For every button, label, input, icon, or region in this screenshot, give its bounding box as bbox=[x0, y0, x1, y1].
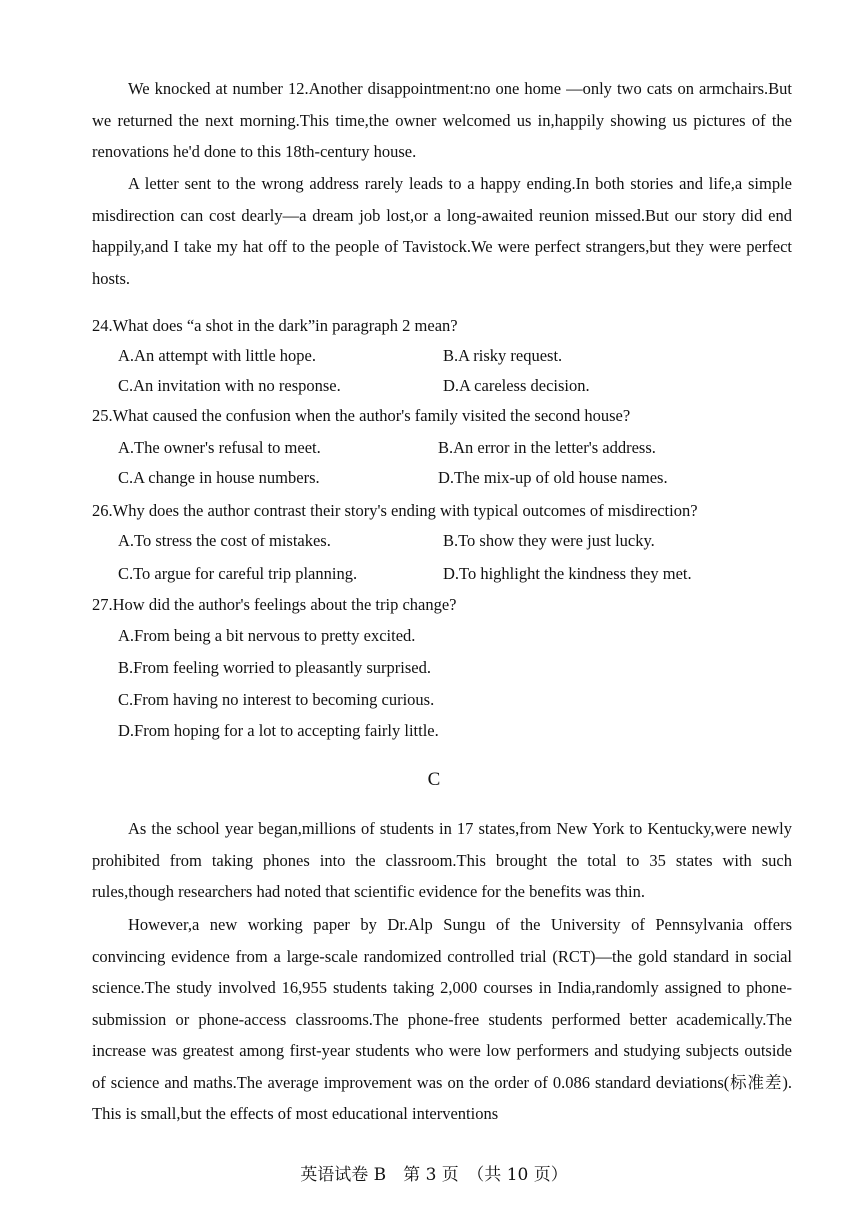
question-25-stem: 25.What caused the confusion when the author's family visited the second house? bbox=[92, 406, 631, 425]
question-26-option-c: C.To argue for careful trip planning. bbox=[118, 564, 358, 583]
section-c-paragraph-2: However,a new working paper by Dr.Alp Sungu of the University of Pennsylvania offers convincing evidence from a large-scale randomized controlled trial (RCT)—the gold standard in social science.The study involved 16,955 students taking 2,000 courses in India,randomly assigned to phone-submission or phone-access classrooms.The phone-free students performed better academically.The increase was greatest among first-year students who were low performers and studying subjects outside of science and maths.The average improvement was on the order of 0.086 standard deviations(标准差). This is small,but the effects of most educational interventions bbox=[92, 915, 792, 1123]
question-25-option-c: C.A change in house numbers. bbox=[118, 468, 320, 487]
question-27-option-c: C.From having no interest to becoming curious. bbox=[118, 690, 435, 709]
question-25-option-b: B.An error in the letter's address. bbox=[438, 438, 656, 457]
question-25-option-d: D.The mix-up of old house names. bbox=[438, 468, 668, 487]
question-27-option-b: B.From feeling worried to pleasantly surprised. bbox=[118, 658, 431, 677]
question-24-option-d: D.A careless decision. bbox=[443, 376, 590, 395]
question-27-stem: 27.How did the author's feelings about the trip change? bbox=[92, 595, 457, 614]
section-c-paragraph-1: As the school year began,millions of students in 17 states,from New York to Kentucky,were newly prohibited from taking phones into the classroom.This brought the total to 35 states with such rules,though researchers had noted that scientific evidence for the benefits was thin. bbox=[92, 819, 792, 901]
question-24-option-c: C.An invitation with no response. bbox=[118, 376, 341, 395]
passage-b-paragraph-1: We knocked at number 12.Another disappointment:no one home —only two cats on armchairs.But we returned the next morning.This time,the owner welcomed us in,happily showing us pictures of the renovations he'd done to this 18th-century house. bbox=[92, 79, 792, 161]
question-26-option-d: D.To highlight the kindness they met. bbox=[443, 564, 692, 583]
question-24-option-a: A.An attempt with little hope. bbox=[118, 346, 316, 365]
question-24-stem: 24.What does “a shot in the dark”in paragraph 2 mean? bbox=[92, 316, 458, 335]
question-26-option-a: A.To stress the cost of mistakes. bbox=[118, 531, 331, 550]
section-c-heading: C bbox=[427, 769, 441, 790]
page-footer: 英语试卷 B 第 3 页 （共 10 页） bbox=[300, 1165, 568, 1185]
question-25-option-a: A.The owner's refusal to meet. bbox=[118, 438, 321, 457]
passage-b-paragraph-2: A letter sent to the wrong address rarely leads to a happy ending.In both stories and life,a simple misdirection can cost dearly—a dream job lost,or a long-awaited reunion missed.But our story did end happily,and I take my hat off to the people of Tavistock.We were perfect strangers,but they were perfect hosts. bbox=[92, 174, 792, 288]
question-27-option-d: D.From hoping for a lot to accepting fairly little. bbox=[118, 721, 439, 740]
question-26-stem: 26.Why does the author contrast their story's ending with typical outcomes of misdirection? bbox=[92, 501, 698, 520]
question-27-option-a: A.From being a bit nervous to pretty excited. bbox=[118, 626, 416, 645]
question-24-option-b: B.A risky request. bbox=[443, 346, 563, 365]
question-26-option-b: B.To show they were just lucky. bbox=[443, 531, 655, 550]
